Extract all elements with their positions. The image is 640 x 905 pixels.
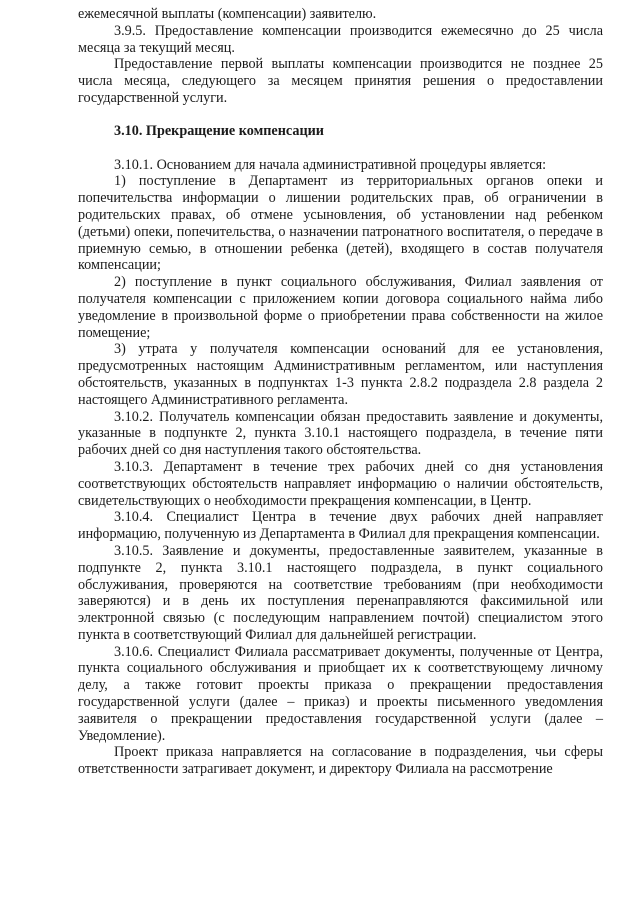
paragraph-3-10-1: 3.10.1. Основанием для начала административной процедуры является: [114,156,547,173]
paragraph-draft-order: Проект приказа направляется на согласование в подразделения, чьи сферы ответственности затрагивает документ, и директору Филиала на рассмотрение [78,744,603,778]
paragraph-continuation: ежемесячной выплаты (компенсации) заявителю. [78,6,377,22]
paragraph-item-2: 2) поступление в пункт социального обслуживания, Филиал заявления от получателя компенсации с приложением копии договора социального найма либо уведомление в произвольной форме о приобретении права собственности на жилое помещение; [78,274,603,341]
paragraph-3-10-5: 3.10.5. Заявление и документы, предоставленные заявителем, указанные в подпункте 2, пункта 3.10.1 настоящего подраздела, в пункт социального обслуживания, проверяются на соответствие требованиям (при необходимости заверяются) и в день их поступления перенаправляются факсимильной или электронной связью (с последующим направлением почтой) специалистом этого пункта в соответствующий Филиал для дальнейшей регистрации. [78,542,603,643]
paragraph-first-payment: Предоставление первой выплаты компенсации производится не позднее 25 числа месяца, следующего за месяцем принятия решения о предоставлении государственной услуги. [78,56,603,106]
paragraph-3-10-6: 3.10.6. Специалист Филиала рассматривает документы, полученные от Центра, пункта социального обслуживания и приобщает их к соответствующему личному делу, а также готовит проекты приказа о прекращении предоставления государственной услуги (далее – приказ) и проекты письменного уведомления заявителя о прекращении предоставления государственной услуги (далее – Уведомление). [78,643,603,744]
paragraph-item-1: 1) поступление в Департамент из территориальных органов опеки и попечительства информации о лишении родительских прав, об ограничении в родительских правах, об отмене усыновления, об установлении над ребенком (детьми) опеки, попечительства, о назначении патронатного воспитателя, о передаче в приемную семью, в отношении ребенка (детей), входящего в состав получателя компенсации; [78,173,603,274]
document-page [78,6,603,778]
section-heading: 3.10. Прекращение компенсации [114,122,324,139]
paragraph-3-10-2: 3.10.2. Получатель компенсации обязан предоставить заявление и документы, указанные в подпункте 2, пункта 3.10.1 настоящего подраздела, в течение пяти рабочих дней со дня наступления такого обстоятельства. [78,408,603,459]
paragraph-item-3: 3) утрата у получателя компенсации оснований для ее установления, предусмотренных настоящим Административным регламентом, или наступления обстоятельств, указанных в подпунктах 1-3 пункта 2.8.2 подраздела 2.8 раздела 2 настоящего Административного регламента. [78,341,603,408]
paragraph-3-9-5: 3.9.5. Предоставление компенсации производится ежемесячно до 25 числа месяца за текущий месяц. [78,22,603,56]
paragraph-3-10-3: 3.10.3. Департамент в течение трех рабочих дней со дня установления соответствующих обстоятельств направляет информацию о наличии обстоятельств, свидетельствующих о необходимости прекращения компенсации, в Центр. [78,458,603,509]
paragraph-3-10-4: 3.10.4. Специалист Центра в течение двух рабочих дней направляет информацию, полученную из Департамента в Филиал для прекращения компенсации. [78,509,603,543]
